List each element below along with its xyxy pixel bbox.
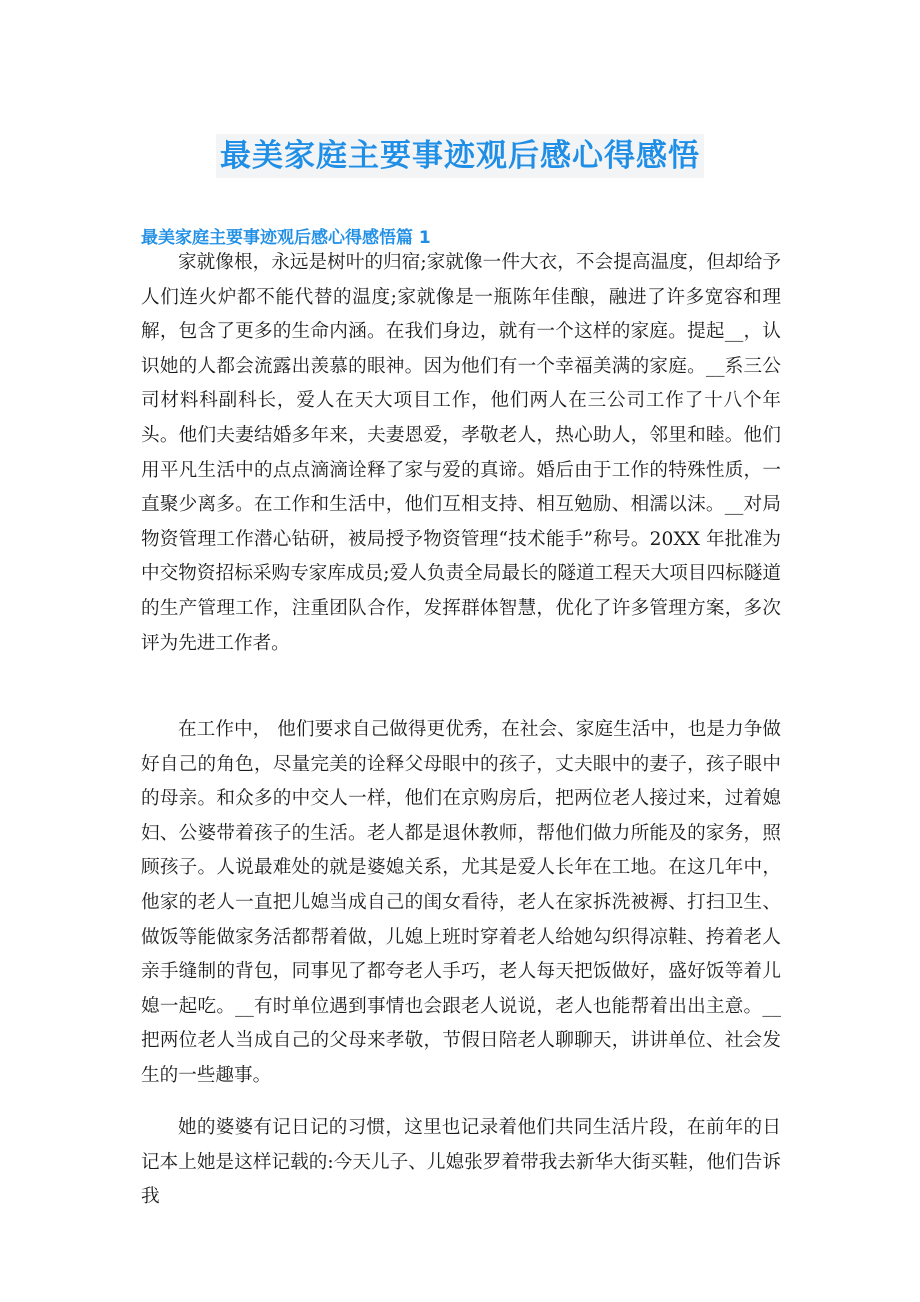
paragraph-2: 在工作中， 他们要求自己做得更优秀，在社会、家庭生活中，也是力争做好自己的角色，尽量完美的诠释父母眼中的孩子，丈夫眼中的妻子，孩子眼中的母亲。和众多的中交人一样，他们在京购房后，把两位老人接过来，过着媳妇、公婆带着孩子的生活。老人都是退休教师，帮他们做力所能及的家务，照顾孩子。人说最难处的就是婆媳关系，尤其是爱人长年在工地。在这几年中，他家的老人一直把儿媳当成自己的闺女看待，老人在家拆洗被褥、打扫卫生、做饭等能做家务活都帮着做，儿媳上班时穿着老人给她勾织得凉鞋、挎着老人亲手缝制的背包，同事见了都夸老人手巧，老人每天把饭做好，盛好饭等着儿媳一起吃。__有时单位遇到事情也会跟老人说说，老人也能帮着出出主意。__把两位老人当成自己的父母来孝敬，节假日陪老人聊聊天，讲讲单位、社会发生的一些趣事。 <box>141 719 781 1086</box>
paragraph-2-container <box>141 713 781 1094</box>
paragraph-1-container <box>141 246 781 661</box>
paragraph-3-container <box>141 1111 781 1215</box>
paragraph-1: 家就像根，永远是树叶的归宿;家就像一件大衣，不会提高温度，但却给予人们连火炉都不能代替的温度;家就像是一瓶陈年佳酿，融进了许多宽容和理解，包含了更多的生命内涵。在我们身边，就有一个这样的家庭。提起__，认识她的人都会流露出羡慕的眼神。因为他们有一个幸福美满的家庭。__系三公司材料科副科长，爱人在天大项目工作，他们两人在三公司工作了十八个年头。他们夫妻结婚多年来，夫妻恩爱，孝敬老人，热心助人，邻里和睦。他们用平凡生活中的点点滴滴诠释了家与爱的真谛。婚后由于工作的特殊性质，一直聚少离多。在工作和生活中，他们互相支持、相互勉励、相濡以沫。__对局物资管理工作潜心钻研，被局授予物资管理“技术能手”称号。20XX 年批准为中交物资招标采购专家库成员;爱人负责全局最长的隧道工程天大项目四标隧道的生产管理工作，注重团队合作，发挥群体智慧，优化了许多管理方案，多次评为先进工作者。 <box>141 252 781 654</box>
paragraph-3: 她的婆婆有记日记的习惯，这里也记录着他们共同生活片段，在前年的日记本上她是这样记载的:今天儿子、儿媳张罗着带我去新华大街买鞋，他们告诉我 <box>141 1117 781 1208</box>
section-heading: 最美家庭主要事迹观后感心得感悟篇 1 <box>141 228 431 248</box>
page-title: 最美家庭主要事迹观后感心得感悟 <box>216 134 704 178</box>
title-container <box>0 134 920 178</box>
